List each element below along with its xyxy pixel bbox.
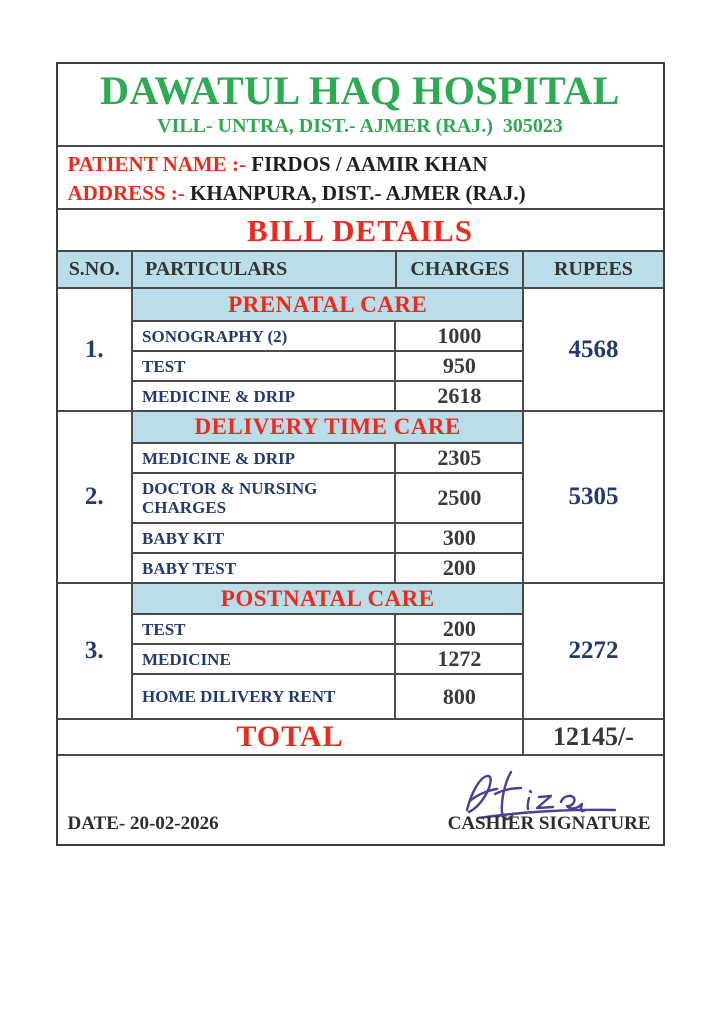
item-row bbox=[133, 613, 522, 643]
section-title-band bbox=[133, 289, 522, 320]
column-header-sno: S.NO. bbox=[68, 258, 120, 280]
item-label: MEDICINE & DRIP bbox=[142, 386, 296, 406]
section-rupees-total: 2272 bbox=[522, 584, 662, 718]
item-row bbox=[133, 522, 522, 552]
patient-info-block bbox=[58, 147, 663, 210]
patient-address-row bbox=[68, 179, 653, 208]
bill-document bbox=[56, 62, 665, 846]
item-row bbox=[133, 472, 522, 522]
column-header-rupees: RUPEES bbox=[522, 252, 662, 287]
column-header-particulars: PARTICULARS bbox=[131, 252, 395, 287]
total-label: TOTAL bbox=[236, 720, 344, 753]
item-charge: 800 bbox=[394, 675, 522, 718]
item-charge: 300 bbox=[394, 524, 522, 552]
item-row bbox=[133, 320, 522, 350]
section-title-band bbox=[133, 412, 522, 442]
section-title-band bbox=[133, 584, 522, 613]
item-charge: 2500 bbox=[394, 474, 522, 522]
column-header-charges: CHARGES bbox=[395, 252, 522, 287]
patient-name-value: FIRDOS / AAMIR KHAN bbox=[251, 152, 488, 176]
patient-address-label: ADDRESS :- bbox=[67, 181, 185, 205]
bill-details-title: BILL DETAILS bbox=[247, 213, 473, 248]
section-postnatal-care bbox=[58, 584, 663, 720]
item-label: BABY TEST bbox=[142, 558, 237, 578]
item-charge: 1272 bbox=[394, 645, 522, 673]
section-items bbox=[131, 412, 522, 582]
item-charge: 1000 bbox=[394, 322, 522, 350]
section-prenatal-care bbox=[58, 289, 663, 412]
section-rupees-total: 4568 bbox=[522, 289, 662, 410]
bill-details-title-row bbox=[58, 210, 663, 252]
total-value: 12145/- bbox=[522, 720, 662, 754]
section-delivery-time-care bbox=[58, 412, 663, 584]
item-charge: 2305 bbox=[394, 444, 522, 472]
section-title: DELIVERY TIME CARE bbox=[194, 414, 461, 439]
item-row bbox=[133, 350, 522, 380]
item-charge: 950 bbox=[394, 352, 522, 380]
item-row bbox=[133, 552, 522, 582]
section-number: 3. bbox=[84, 637, 104, 664]
table-header-row bbox=[58, 252, 663, 289]
section-items bbox=[131, 289, 522, 410]
section-title: PRENATAL CARE bbox=[228, 291, 428, 317]
item-charge: 2618 bbox=[394, 382, 522, 410]
item-label: MEDICINE bbox=[142, 649, 231, 669]
section-title: POSTNATAL CARE bbox=[220, 585, 435, 611]
item-label: MEDICINE & DRIP bbox=[142, 448, 296, 468]
item-label: TEST bbox=[142, 356, 186, 376]
item-label: SONOGRAPHY (2) bbox=[142, 326, 288, 346]
item-label: BABY KIT bbox=[142, 528, 225, 548]
item-row bbox=[133, 442, 522, 472]
item-label: DOCTOR & NURSING CHARGES bbox=[142, 479, 318, 517]
patient-address-value: KHANPURA, DIST.- AJMER (RAJ.) bbox=[190, 181, 526, 205]
item-charge: 200 bbox=[394, 615, 522, 643]
section-rupees-total: 5305 bbox=[522, 412, 662, 582]
total-row bbox=[58, 720, 663, 756]
item-label: HOME DILIVERY RENT bbox=[142, 687, 336, 706]
item-row bbox=[133, 673, 522, 718]
footer bbox=[58, 756, 663, 844]
item-row bbox=[133, 643, 522, 673]
footer-line bbox=[58, 813, 663, 835]
cashier-signature-label: CASHIER SIGNATURE bbox=[447, 813, 651, 834]
hospital-address: VILL- UNTRA, DIST.- AJMER (RAJ.) 305023 bbox=[157, 115, 563, 137]
patient-name-row bbox=[68, 150, 653, 179]
hospital-name: DAWATUL HAQ HOSPITAL bbox=[100, 68, 620, 113]
item-row bbox=[133, 380, 522, 410]
section-number: 2. bbox=[84, 483, 104, 510]
hospital-header bbox=[58, 64, 663, 147]
date-text: DATE- 20-02-2026 bbox=[67, 813, 219, 834]
section-number: 1. bbox=[84, 335, 104, 363]
section-items bbox=[131, 584, 522, 718]
item-label: TEST bbox=[142, 619, 186, 639]
item-charge: 200 bbox=[394, 554, 522, 582]
patient-name-label: PATIENT NAME :- bbox=[67, 152, 246, 176]
